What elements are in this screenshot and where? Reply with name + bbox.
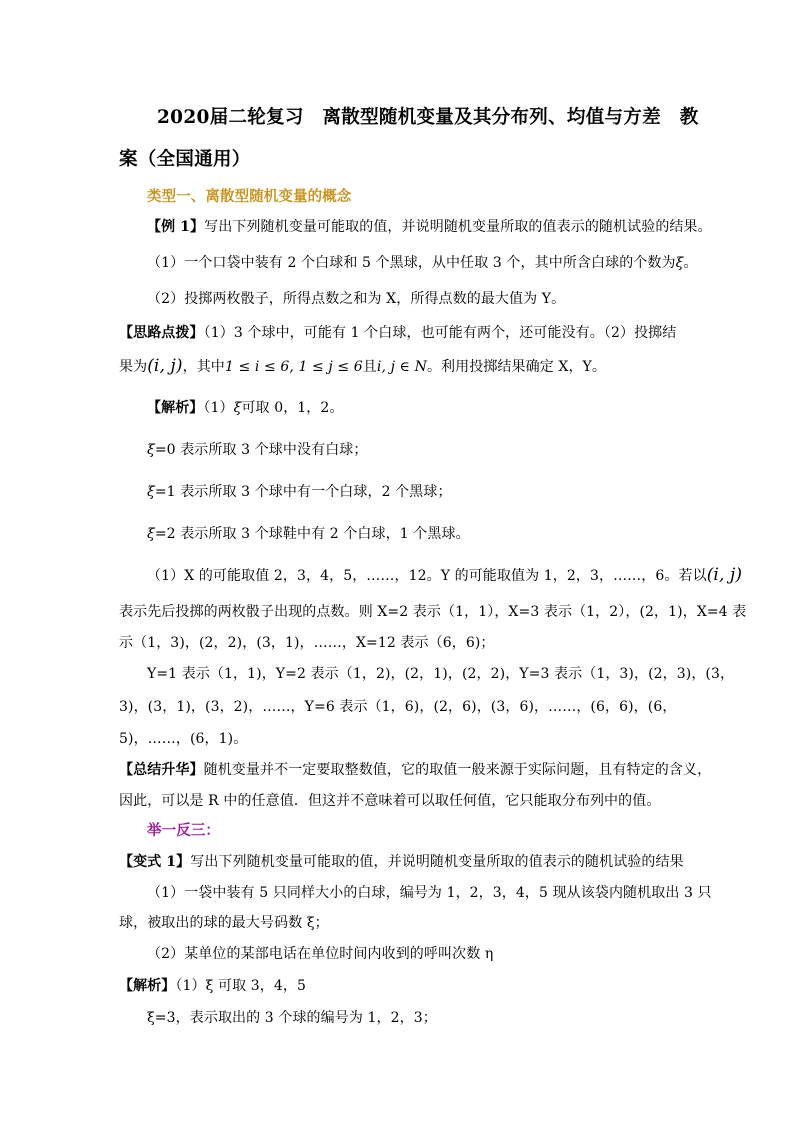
- y-values-line-1: Y=1 表示（1，1)，Y=2 表示（1，2)，(2，1)，(2，2)，Y=3 表示（1，3)，(2，3)，(3，: [147, 666, 735, 682]
- summary-text-1: 随机变量并不一定要取整数值，它的取值一般来源于实际问题，且有特定的含义，: [203, 762, 712, 778]
- variant-1-text: 写出下列随机变量可能取的值，并说明随机变量所取的值表示的随机试验的结果: [190, 854, 684, 870]
- example-1-item-2: （2）投掷两枚骰子，所得点数之和为 X，所得点数的最大值为 Y。: [147, 291, 566, 307]
- xi-symbol: ξ: [147, 442, 155, 458]
- xi-one-text: =1 表示所取 3 个球中有一个白球，2 个黑球；: [154, 484, 452, 500]
- solution-1-pre: （1）: [203, 400, 234, 416]
- example-1-item-1-post: 。: [683, 255, 698, 271]
- summary-line-2: 因此，可以是 R 中的任意值．但这并不意味着可以取任何值，它只能取分布列中的值。: [119, 793, 661, 809]
- hint-text-1: （1）3 个球中，可能有 1 个白球，也可能有两个，还可能没有。（2）投掷结: [203, 325, 677, 341]
- section-heading-practice: 举一反三：: [147, 822, 220, 839]
- x-values-line-3: 示（1，3)，(2，2)，(3，1)，……，X=12 表示（6，6)；: [119, 635, 495, 651]
- xi-one-line: [147, 483, 452, 501]
- xi-zero-line: [147, 441, 368, 459]
- xi-two-line: [147, 525, 470, 543]
- xi-symbol: ξ: [233, 400, 242, 416]
- summary-label: 【总结升华】: [119, 762, 204, 778]
- hint-line-1: [119, 324, 676, 342]
- pair-ij: (i, j): [706, 565, 743, 585]
- xi-two-text: =2 表示所取 3 个球鞋中有 2 个白球，1 个黑球。: [154, 526, 470, 542]
- solution-1-label: 【解析】: [147, 400, 204, 416]
- variant-1-item-2: （2）某单位的某部电话在单位时间内收到的呼叫次数 η: [147, 946, 494, 962]
- xi-symbol: ξ: [147, 484, 155, 500]
- x-values-line-2: 表示先后投掷的两枚骰子出现的点数。则 X=2 表示（1，1），X=3 表示（1，2），(2，1)，X=4 表: [119, 604, 747, 620]
- solution-1-line-1: [147, 399, 344, 417]
- xi-symbol: ξ: [147, 526, 155, 542]
- xi-symbol: ξ: [675, 255, 684, 271]
- variant-1-line: [119, 853, 684, 871]
- solution-2-line-1: [119, 977, 306, 995]
- solution-2-line-2: ξ=3，表示取出的 3 个球的编号为 1，2，3；: [147, 1010, 437, 1026]
- hint-text-2-post: 。利用投掷结果确定 X，Y。: [426, 359, 606, 375]
- example-1-label: 【例 1】: [147, 219, 205, 235]
- pair-ij: (i, j): [147, 356, 183, 376]
- x-values-line-1: [147, 566, 742, 585]
- variant-1-item-1-line-2: 球，被取出的球的最大号码数 ξ；: [119, 915, 329, 931]
- solution-2-label: 【解析】: [119, 978, 176, 994]
- y-values-line-3: 5)，……，(6，1)。: [119, 731, 248, 747]
- hint-text-2-pre: 果为: [119, 359, 148, 375]
- solution-1-post: 可取 0，1，2。: [241, 400, 344, 416]
- page-title-line-2: 案（全国通用）: [119, 149, 251, 170]
- solution-2-text-1: （1）ξ 可取 3，4，5: [175, 978, 306, 994]
- example-1-item-1-pre: （1）一个口袋中装有 2 个白球和 5 个黑球，从中任取 3 个，其中所含白球的个数为: [147, 255, 676, 271]
- section-heading-type-one: 类型一、离散型随机变量的概念: [147, 188, 352, 205]
- variant-1-label: 【变式 1】: [119, 854, 191, 870]
- hint-line-2: [119, 357, 606, 376]
- hint-text-2-mid: ，其中: [182, 359, 225, 375]
- hint-label: 【思路点拨】: [119, 325, 204, 341]
- xi-zero-text: =0 表示所取 3 个球中没有白球；: [154, 442, 368, 458]
- example-1-item-1: [147, 254, 698, 272]
- condition-natural: i, j ∈ N: [376, 359, 427, 375]
- y-values-line-2: 3)，(3，1)，(3，2)，……，Y=6 表示（1，6)，(2，6)，(3，6)，……，(6，6)，(6，: [119, 699, 677, 715]
- example-1-text: 写出下列随机变量可能取的值，并说明随机变量所取的值表示的随机试验的结果。: [204, 219, 712, 235]
- hint-text-2-and: 且: [362, 359, 377, 375]
- summary-line-1: [119, 761, 711, 779]
- condition-range: 1 ≤ i ≤ 6, 1 ≤ j ≤ 6: [224, 359, 363, 375]
- example-1-line: [147, 218, 712, 236]
- variant-1-item-1-line-1: （1）一袋中装有 5 只同样大小的白球，编号为 1，2，3，4，5 现从该袋内随机取出 3 只: [147, 885, 712, 901]
- page-title-line-1: 2020届二轮复习 离散型随机变量及其分布列、均值与方差 教: [157, 107, 699, 128]
- x-values-text: （1）X 的可能取值 2，3，4，5，……，12。Y 的可能取值为 1，2，3，……，6。若以: [147, 568, 707, 584]
